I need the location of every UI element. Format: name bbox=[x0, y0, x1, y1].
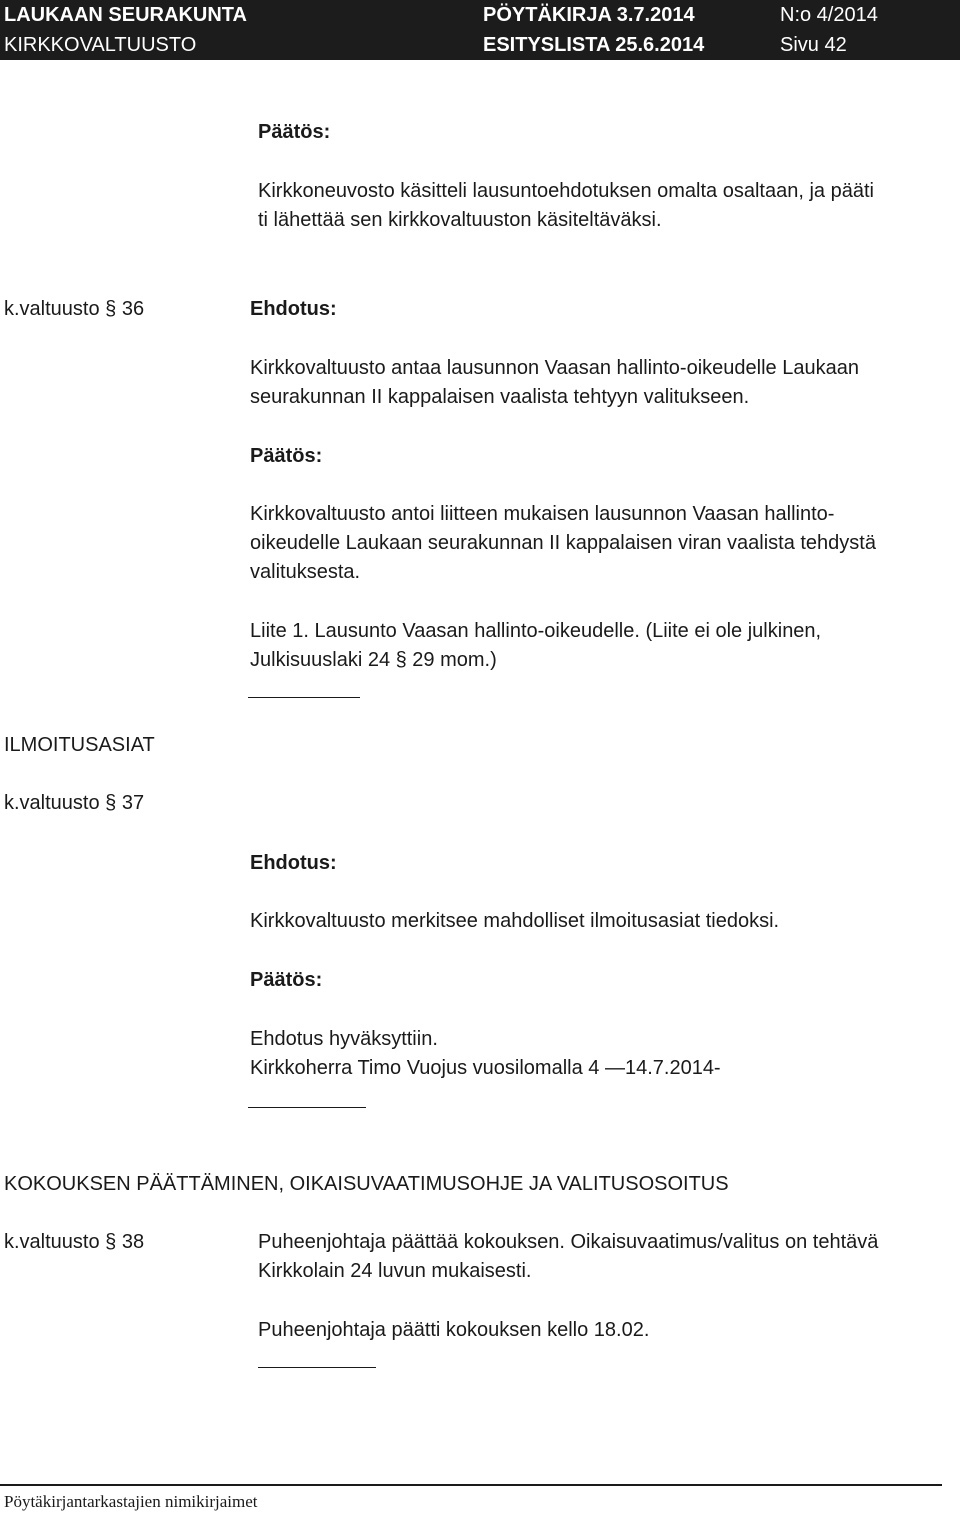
footer-rule bbox=[0, 1484, 942, 1486]
header-number: N:o 4/2014 bbox=[780, 4, 878, 26]
header-org: LAUKAAN SEURAKUNTA bbox=[4, 4, 247, 26]
header-bar bbox=[0, 0, 960, 60]
section-37-end-rule bbox=[248, 1107, 366, 1108]
top-decision-line-1: Kirkkoneuvosto käsitteli lausuntoehdotuksen omalta osaltaan, ja pääti bbox=[258, 180, 874, 202]
section-37-decision-heading: Päätös: bbox=[250, 969, 323, 991]
section-37-label: k.valtuusto § 37 bbox=[4, 792, 145, 814]
section-36-label: k.valtuusto § 36 bbox=[4, 298, 145, 320]
section-38-line-2: Kirkkolain 24 luvun mukaisesti. bbox=[258, 1260, 532, 1282]
section-36-decision-line-1: Kirkkovaltuusto antoi liitteen mukaisen lausunnon Vaasan hallinto- bbox=[250, 503, 835, 525]
section-38-label: k.valtuusto § 38 bbox=[4, 1231, 145, 1253]
section-37-proposal: Kirkkovaltuusto merkitsee mahdolliset ilmoitusasiat tiedoksi. bbox=[250, 910, 780, 932]
section-38-line-1: Puheenjohtaja päättää kokouksen. Oikaisuvaatimus/valitus on tehtävä bbox=[258, 1231, 879, 1253]
section-36-proposal-line-1: Kirkkovaltuusto antaa lausunnon Vaasan hallinto-oikeudelle Laukaan bbox=[250, 357, 859, 379]
section-36-end-rule bbox=[248, 697, 360, 698]
top-decision-heading: Päätös: bbox=[258, 121, 331, 143]
section-36-decision-heading: Päätös: bbox=[250, 445, 323, 467]
section-37-proposal-heading: Ehdotus: bbox=[250, 852, 337, 874]
section-36-decision-line-2: oikeudelle Laukaan seurakunnan II kappalaisen viran vaalista tehdystä bbox=[250, 532, 876, 554]
section-37-decision-line-1: Ehdotus hyväksyttiin. bbox=[250, 1028, 438, 1050]
section-heading-closing: KOKOUKSEN PÄÄTTÄMINEN, OIKAISUVAATIMUSOHJE JA VALITUSOSOITUS bbox=[4, 1173, 729, 1195]
section-38-end-rule bbox=[258, 1367, 376, 1368]
header-doc: PÖYTÄKIRJA 3.7.2014 bbox=[483, 4, 695, 26]
section-38-line-3: Puheenjohtaja päätti kokouksen kello 18.02. bbox=[258, 1319, 650, 1341]
footer-label: Pöytäkirjantarkastajien nimikirjaimet bbox=[4, 1492, 258, 1511]
header-page: Sivu 42 bbox=[780, 34, 847, 56]
header-body: KIRKKOVALTUUSTO bbox=[4, 34, 197, 56]
section-37-decision-line-2: Kirkkoherra Timo Vuojus vuosilomalla 4 —14.7.2014- bbox=[250, 1057, 721, 1079]
section-36-decision-line-3: valituksesta. bbox=[250, 561, 361, 583]
section-36-proposal-line-2: seurakunnan II kappalaisen vaalista tehtyyn valitukseen. bbox=[250, 386, 750, 408]
section-36-attachment-line-1: Liite 1. Lausunto Vaasan hallinto-oikeudelle. (Liite ei ole julkinen, bbox=[250, 620, 822, 642]
top-decision-line-2: ti lähettää sen kirkkovaltuuston käsiteltäväksi. bbox=[258, 209, 662, 231]
section-heading-ilmoitusasiat: ILMOITUSASIAT bbox=[4, 734, 155, 756]
header-agenda: ESITYSLISTA 25.6.2014 bbox=[483, 34, 705, 56]
section-36-attachment-line-2: Julkisuuslaki 24 § 29 mom.) bbox=[250, 649, 497, 671]
section-36-proposal-heading: Ehdotus: bbox=[250, 298, 337, 320]
